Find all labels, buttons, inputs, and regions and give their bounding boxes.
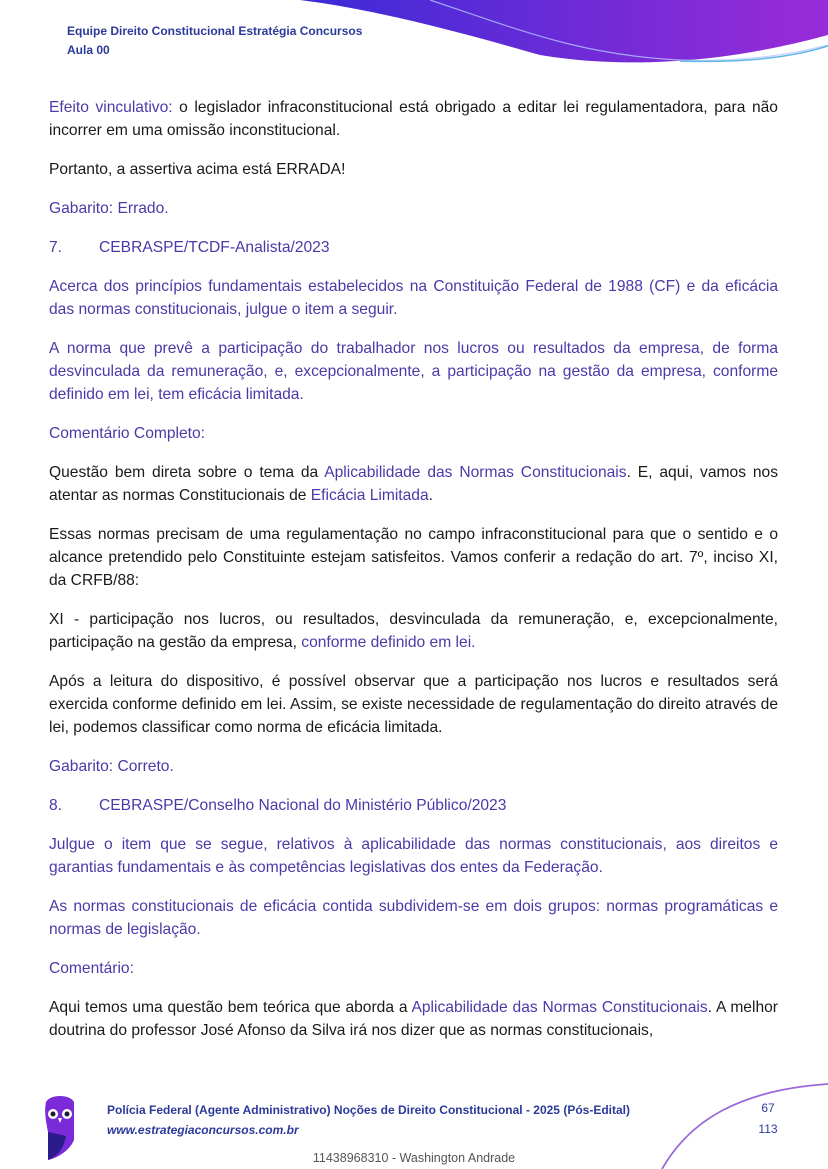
comment-paragraph: Essas normas precisam de uma regulamentação no campo infraconstitucional para que o sentido e o alcance pretendido pelo Constituinte estejam satisfeitos. Vamos conferir a redação do art. 7º, inciso XI, da CRFB/88: [49,526,778,589]
question-item: A norma que prevê a participação do trabalhador nos lucros ou resultados da empresa, de forma desvinculada da remuneração, e, excepcionalmente, a participação na gestão da empresa, conforme definido em lei, tem eficácia limitada. [49,340,778,403]
footer-website-link[interactable]: www.estrategiaconcursos.com.br [107,1123,299,1137]
term-label: Efeito vinculativo: [49,99,173,116]
question-heading [49,236,778,259]
question-statement: Acerca dos princípios fundamentais estabelecidos na Constituição Federal de 1988 (CF) e da eficácia das normas constitucionais, julgue o item a seguir. [49,278,778,318]
answer-key: Gabarito: Errado. [49,200,169,217]
page-number: 67 [761,1101,775,1115]
question-number: 7. [49,239,63,256]
comment-paragraph: Questão bem direta sobre o tema da Aplicabilidade das Normas Constitucionais. E, aqui, vamos nos atentar as normas Constitucionais de Eficácia Limitada. [49,464,779,504]
document-body [49,96,778,1058]
footer-course-title: Polícia Federal (Agente Administrativo) Noções de Direito Constitucional - 2025 (Pós-Edital) [107,1103,630,1117]
question-heading [49,794,778,817]
header-lesson: Aula 00 [67,43,110,57]
header-team: Equipe Direito Constitucional Estratégia Concursos [67,24,363,38]
comment-label: Comentário Completo: [49,425,206,442]
total-pages: 113 [758,1122,778,1136]
question-statement: Julgue o item que se segue, relativos à aplicabilidade das normas constitucionais, aos direitos e garantias fundamentais e às competências legislativas dos entes da Federação. [49,836,778,876]
question-item: As normas constitucionais de eficácia contida subdividem-se em dois grupos: normas programáticas e normas de legislação. [49,898,778,938]
answer-key: Gabarito: Correto. [49,758,174,775]
question-source: CEBRASPE/Conselho Nacional do Ministério Público/2023 [99,797,507,814]
paragraph-conclusion: Portanto, a assertiva acima está ERRADA! [49,161,346,178]
comment-paragraph: Aqui temos uma questão bem teórica que aborda a Aplicabilidade das Normas Constitucionais. A melhor doutrina do professor José Afonso da Silva irá nos dizer que as normas constitucionais, [49,999,778,1039]
comment-paragraph: Após a leitura do dispositivo, é possível observar que a participação nos lucros e resultados será exercida conforme definido em lei. Assim, se existe necessidade de regulamentação do direito através de lei, podemos classificar como norma de eficácia limitada. [49,673,778,736]
question-source: CEBRASPE/TCDF-Analista/2023 [99,239,330,256]
law-quote: XI - participação nos lucros, ou resultados, desvinculada da remuneração, e, excepcionalmente, participação na gestão da empresa, conforme definido em lei. [49,611,778,651]
paragraph-efeito-vinculativo: Efeito vinculativo: o legislador infraconstitucional está obrigado a editar lei regulamentadora, para não incorrer em uma omissão inconstitucional. [49,99,778,139]
page-header [67,22,362,60]
user-watermark: 11438968310 - Washington Andrade [312,1151,516,1165]
question-number: 8. [49,797,63,814]
comment-label: Comentário: [49,960,134,977]
